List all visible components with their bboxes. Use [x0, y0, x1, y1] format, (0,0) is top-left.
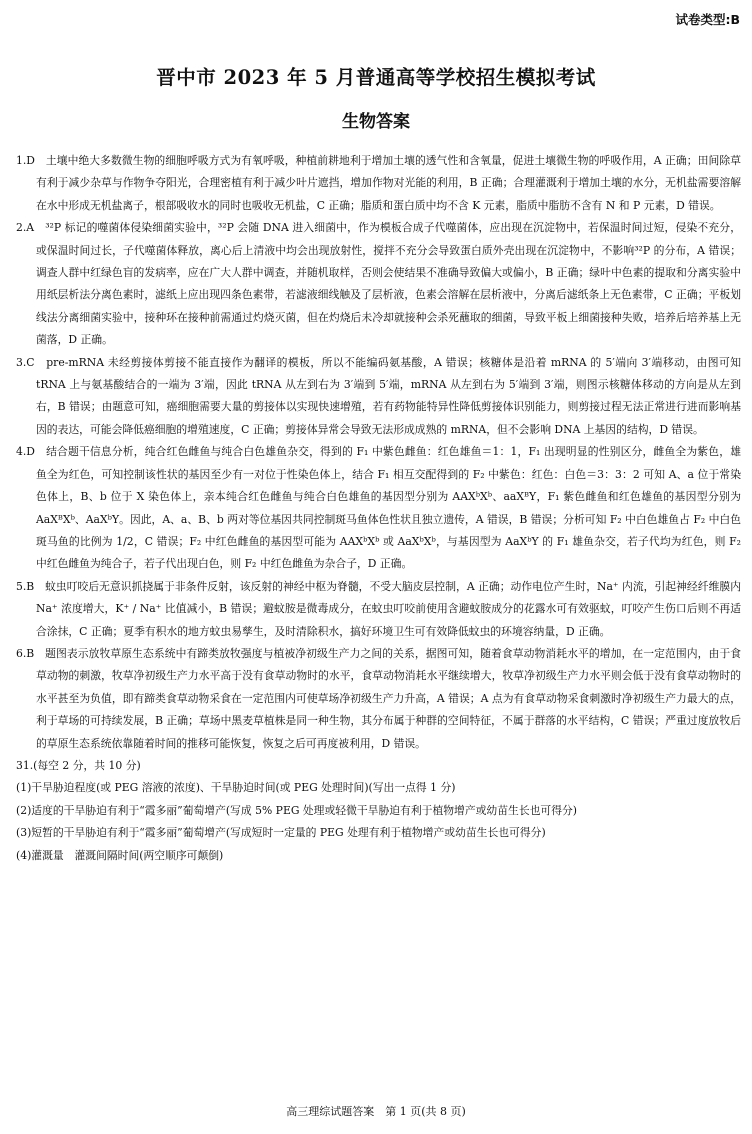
page-title: 晋中市 2023 年 5 月普通高等学校招生模拟考试 [156, 66, 596, 89]
answer-content [16, 150, 741, 867]
answer-31-part-4: (4)灌溉量 灌溉间隔时间(两空顺序可颠倒) [16, 848, 224, 862]
answer-4: 4.D 结合题干信息分析，纯合红色雌鱼与纯合白色雄鱼杂交，得到的 F₁ 中紫色雌鱼：红色雄鱼＝1：1，F₁ 出现明显的性别区分，雌鱼全为紫色，雄鱼全为红色，可知控制该性状的基因至少有一对位于性染色体上，结合 F₁ 相互交配得到的 F₂ 中紫色：红色：白色＝3：3：2 可知 A、a 位于常染色体上，B、b 位于 X 染色体上，亲本纯合红色雌鱼与纯合白色雄鱼的基因型分别为 AAXᵇXᵇ、aaXᴮY，F₁ 紫色雌鱼和红色雄鱼的基因型分别为 AaXᴮXᵇ、AaXᵇY。因此，A、a、B、b 两对等位基因共同控制斑马鱼体色性状且独立遗传，A 错误，B 错误；分析可知 F₂ 中白色雄鱼占 F₂ 中白色斑马鱼的比例为 1/2，C 错误；F₂ 中红色雌鱼的基因型可能为 AAXᵇXᵇ 或 AaXᵇXᵇ，与基因型为 AaXᵇY 的 F₁ 雄鱼杂交，若子代均为红色，则 F₂ 中红色雌鱼为纯合子，若子代出现白色，则 F₂ 中红色雌鱼为杂合子，D 正确。 [16, 445, 741, 571]
answer-2: 2.A ³²P 标记的噬菌体侵染细菌实验中，³²P 会随 DNA 进入细菌中，作为模板合成子代噬菌体，应出现在沉淀物中，若保温时间过短，侵染不充分，或保温时间过长，子代噬菌体释放，离心后上清液中均会出现放射性，搅拌不充分会导致蛋白质外壳出现在沉淀物中，不影响³²P 的分布，A 错误；调查人群中红绿色盲的发病率，应在广大人群中调查，并随机取样，否则会使结果不准确导致偏大或偏小，B 正确；绿叶中色素的提取和分离实验中用纸层析法分离色素时，滤纸上应出现四条色素带，若滤液细线触及了层析液，色素会溶解在层析液中，分离后滤纸条上无色素带，C 正确；平板划线法分离细菌实验中，接种环在接种前需通过灼烧灭菌，但在灼烧后未冷却就接种会杀死蘸取的细菌，导致平板上细菌接种失败，培养后培养基上无菌落，D 正确。 [16, 221, 741, 347]
paper-type-label: 试卷类型:B [675, 12, 740, 27]
answer-31-part-1: (1)干旱胁迫程度(或 PEG 溶液的浓度)、干旱胁迫时间(或 PEG 处理时间)(写出一点得 1 分) [16, 781, 456, 795]
answer-31-header: 31.(每空 2 分，共 10 分) [16, 758, 141, 772]
page-subtitle: 生物答案 [342, 112, 410, 132]
answer-3: 3.C pre-mRNA 未经剪接体剪接不能直接作为翻译的模板，所以不能编码氨基酸，A 错误；核糖体是沿着 mRNA 的 5′端向 3′端移动，由图可知 tRNA 上与氨基酸结合的一端为 3′端，因此 tRNA 从左到右为 3′端到 5′端，mRNA 从左到右为 5′端到 3′端，则图示核糖体移动的方向是从左到右，B 错误；由题意可知，癌细胞需要大量的剪接体以实现快速增殖，若有药物能特异性降低剪接体识别能力，则剪接过程无法正常进行进而影响基因的表达，可能会降低癌细胞的增殖速度，C 正确；剪接体异常会导致无法形成成熟的 mRNA，但不会影响 DNA 上基因的结构，D 错误。 [16, 355, 741, 436]
answer-31-part-2: (2)适度的干旱胁迫有利于“霞多丽”葡萄增产(写成 5% PEG 处理或轻微干旱胁迫有利于植物增产或幼苗生长也可得分) [16, 803, 578, 817]
answer-5: 5.B 蚊虫叮咬后无意识抓挠属于非条件反射，该反射的神经中枢为脊髓，不受大脑皮层控制，A 正确；动作电位产生时，Na⁺ 内流，引起神经纤维膜内 Na⁺ 浓度增大，K⁺ / Na⁺ 比值减小，B 错误；避蚊胺是微毒成分，在蚊虫叮咬前使用含避蚊胺成分的花露水可有效驱蚊，叮咬产生伤口后则不再适合涂抹，C 正确；夏季有积水的地方蚊虫易孳生，及时清除积水，搞好环境卫生可有效降低蚊虫的环境容纳量，D 正确。 [16, 579, 741, 638]
answer-6: 6.B 题图表示放牧草原生态系统中有蹄类放牧强度与植被净初级生产力之间的关系，据图可知，随着食草动物消耗水平的增加，在一定范围内，由于食草动物的刺激，牧草净初级生产力水平高于没有食草动物时的水平，食草动物消耗水平继续增大，牧草净初级生产力水平则会低于没有食草动物时的水平甚至为负值，即有蹄类食草动物采食在一定范围内可使草场净初级生产力升高，A 错误；A 点为有食草动物采食刺激时净初级生产力最大的点，利于草场的可持续发展，B 正确；草场中黑麦草植株是同一种生物，其分布属于种群的空间特征，不属于群落的水平结构，C 错误；严重过度放牧后的草原生态系统依靠随着时间的推移可能恢复，恢复之后可再度被利用，D 错误。 [16, 646, 741, 750]
answer-1: 1.D 土壤中绝大多数微生物的细胞呼吸方式为有氧呼吸，种植前耕地利于增加土壤的透气性和含氧量，促进土壤微生物的呼吸作用，A 正确；田间除草有利于减少杂草与作物争夺阳光，合理密植有利于减少叶片遮挡，增加作物对光能的利用，B 正确；合理灌溉利于增加土壤的水分，无机盐需要溶解在水中形成无机盐离子，根部吸收水的同时也吸收无机盐，C 正确；脂质和蛋白质中均不含 K 元素，脂质中脂肪不含有 N 和 P 元素，D 错误。 [16, 154, 741, 212]
page-footer: 高三理综试题答案 第 1 页(共 8 页) [286, 1105, 466, 1118]
answer-31-part-3: (3)短暂的干旱胁迫有利于“霞多丽”葡萄增产(写成短时一定量的 PEG 处理有利于植物增产或幼苗生长也可得分) [16, 826, 546, 840]
